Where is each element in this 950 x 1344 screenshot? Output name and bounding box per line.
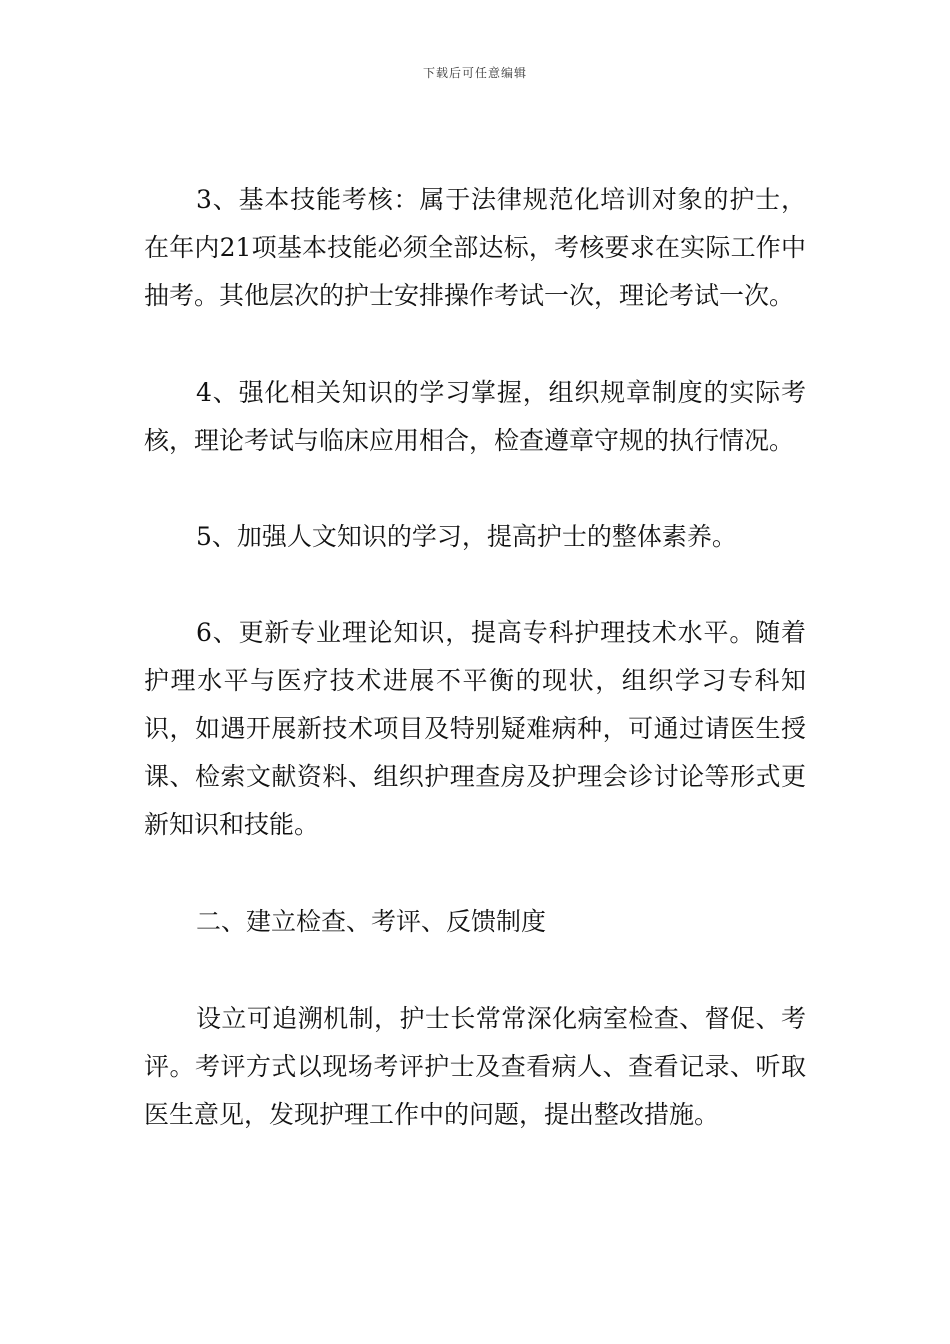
page-header: 下载后可任意编辑 [422, 66, 527, 80]
paragraph-professional-theory: 6、更新专业理论知识，提高专科护理技术水平。随着护理水平与医疗技术进展不平衡的现状，组织学习专科知识，如遇开展新技术项目及特别疑难病种，可通过请医生授课、检索文献资料、组织护理查房及护理会诊讨论等形式更新知识和技能。 [144, 618, 806, 839]
section-heading-inspection-system: 二、建立检查、考评、反馈制度 [196, 907, 547, 936]
paragraph-humanities-study: 5、加强人文知识的学习，提高护士的整体素养。 [196, 522, 737, 551]
paragraph-traceability-mechanism: 设立可追溯机制，护士长常常深化病室检查、督促、考评。考评方式以现场考评护士及查看病人、查看记录、听取医生意见，发现护理工作中的问题，提出整改措施。 [144, 1004, 806, 1129]
paragraph-basic-skills-assessment: 3、基本技能考核：属于法律规范化培训对象的护士，在年内21项基本技能必须全部达标，考核要求在实际工作中抽考。其他层次的护士安排操作考试一次，理论考试一次。 [144, 185, 806, 310]
paragraph-regulations-knowledge: 4、强化相关知识的学习掌握，组织规章制度的实际考核，理论考试与临床应用相合，检查遵章守规的执行情况。 [144, 378, 806, 455]
document-body [144, 176, 806, 1139]
